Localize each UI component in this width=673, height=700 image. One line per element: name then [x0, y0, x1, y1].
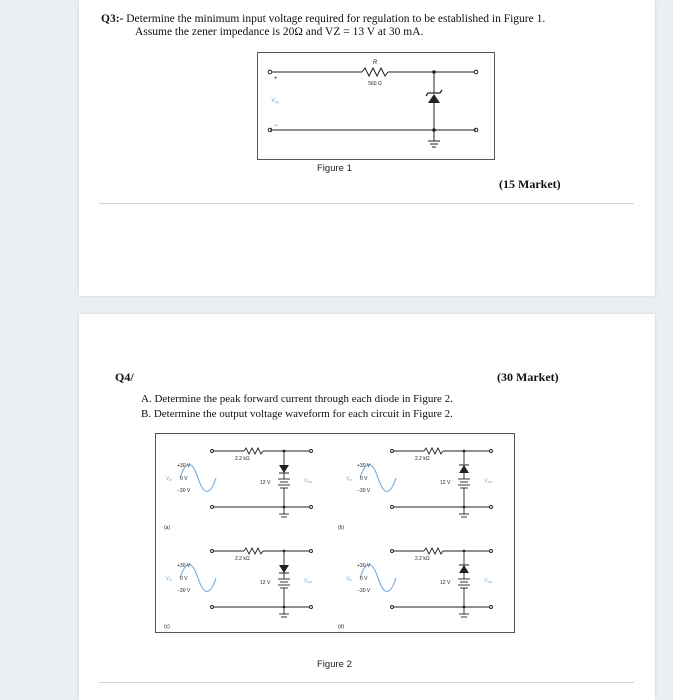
resistor-symbol: [362, 68, 388, 76]
input-minus: −: [274, 123, 278, 129]
battery-b: 12 V: [440, 480, 451, 486]
label-b: (b): [338, 525, 345, 531]
q3-line-2: Assume the zener impedance is 20Ω and VZ = 13 V at 30 mA.: [135, 26, 424, 38]
vout-a: $V_{out}$: [304, 478, 313, 484]
vpos-b: +30 V: [357, 463, 371, 469]
vout-d: $V_{out}$: [484, 578, 493, 584]
q4-item-a: A. Determine the peak forward current through each diode in Figure 2.: [141, 393, 453, 405]
figure-1-caption: Figure 1: [317, 163, 352, 174]
q3-question: [101, 13, 621, 39]
vout-c: $V_{out}$: [304, 578, 313, 584]
q4-item-b: B. Determine the output voltage waveform for each circuit in Figure 2.: [141, 408, 453, 420]
vpos-a: +30 V: [177, 463, 191, 469]
label-d: (d): [338, 624, 345, 630]
figure-2-circuits: [155, 433, 515, 633]
vzero-c: 0 V: [180, 576, 188, 582]
battery-a: 12 V: [260, 480, 271, 486]
input-plus: +: [274, 76, 278, 82]
battery-c: 12 V: [260, 580, 271, 586]
q3-label: Q3:-: [101, 13, 124, 25]
resistor-c: 2.2 kΩ: [235, 556, 250, 562]
vin-a: $V_{in}$: [166, 476, 173, 482]
vneg-c: −30 V: [177, 588, 191, 594]
resistor-a: 2.2 kΩ: [235, 456, 250, 462]
figure-2-caption: Figure 2: [317, 659, 352, 670]
vpos-d: +30 V: [357, 563, 371, 569]
vpos-c: +30 V: [177, 563, 191, 569]
vneg-a: −30 V: [177, 488, 191, 494]
vzero-a: 0 V: [180, 476, 188, 482]
vin-c: $V_{in}$: [166, 576, 173, 582]
vzero-b: 0 V: [360, 476, 368, 482]
vneg-d: −30 V: [357, 588, 371, 594]
resistor-b: 2.2 kΩ: [415, 456, 430, 462]
q3-line-1: Determine the minimum input voltage required for regulation to be established in Figure 1.: [126, 13, 546, 25]
figure-1-circuit: [257, 52, 495, 160]
divider: [99, 682, 634, 683]
resistor-value: 560 Ω: [368, 81, 382, 87]
q4-items: [141, 392, 453, 422]
page-2: [79, 314, 655, 700]
vzero-d: 0 V: [360, 576, 368, 582]
vneg-b: −30 V: [357, 488, 371, 494]
vin-b: $V_{in}$: [346, 476, 353, 482]
page-1: [79, 0, 655, 296]
divider: [99, 203, 634, 204]
vin-d: $V_{in}$: [346, 576, 353, 582]
q3-marks: (15 Market): [499, 177, 561, 191]
battery-d: 12 V: [440, 580, 451, 586]
resistor-d: 2.2 kΩ: [415, 556, 430, 562]
q4-label: Q4/: [115, 370, 134, 384]
vout-b: $V_{out}$: [484, 478, 493, 484]
label-c: (c): [164, 624, 170, 630]
vin-label: $V_{IN}$: [271, 98, 280, 105]
label-a: (a): [164, 525, 171, 531]
q4-marks: (30 Market): [497, 370, 559, 384]
resistor-label: R: [372, 60, 378, 66]
